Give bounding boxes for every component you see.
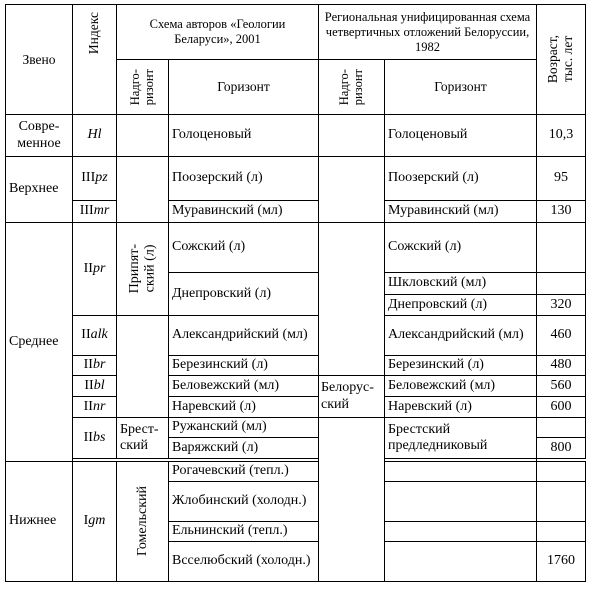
regional-hor-lower-4 bbox=[385, 542, 537, 582]
age-dnepr: 320 bbox=[537, 295, 586, 316]
table-row bbox=[6, 316, 586, 356]
header-index-cell bbox=[73, 5, 117, 115]
age-vselyub: 1760 bbox=[537, 542, 586, 582]
age-narev: 600 bbox=[537, 397, 586, 418]
regional-hor-belovezh: Беловежский (мл) bbox=[385, 376, 537, 397]
index-pz: IIIpz bbox=[73, 157, 117, 201]
zveno-middle: Среднее bbox=[6, 223, 73, 462]
authors-hor-zhlobin: Жлобинский (холодн.) bbox=[169, 482, 319, 522]
age-ruzhan-empty bbox=[537, 418, 586, 438]
regional-hor-lower-1 bbox=[385, 462, 537, 482]
regional-hor-holocene: Голоценовый bbox=[385, 115, 537, 157]
header-gorizont-regional: Горизонт bbox=[385, 60, 537, 115]
authors-nadgor-gomel-cell bbox=[117, 462, 169, 582]
header-nadgorizont-authors: Надго- ризонт bbox=[127, 68, 156, 106]
age-zhlobin-empty bbox=[537, 482, 586, 522]
table-row bbox=[6, 462, 586, 482]
age-belovezh: 560 bbox=[537, 376, 586, 397]
header-age: Возраст, тыс. лет bbox=[545, 35, 575, 84]
age-poozer: 95 bbox=[537, 157, 586, 201]
header-nadgorizont-authors-cell bbox=[117, 60, 169, 115]
table-row bbox=[6, 201, 586, 223]
regional-hor-muravin: Муравинский (мл) bbox=[385, 201, 537, 223]
index-br: IIbr bbox=[73, 356, 117, 376]
header-zveno: Звено bbox=[6, 5, 73, 115]
age-muravin: 130 bbox=[537, 201, 586, 223]
regional-nadgor-middle-top-empty bbox=[319, 223, 385, 376]
authors-hor-elnin: Ельнинский (тепл.) bbox=[169, 522, 319, 542]
age-brest: 800 bbox=[537, 438, 586, 459]
regional-hor-narev: Наревский (л) bbox=[385, 397, 537, 418]
regional-nadgor-empty bbox=[319, 115, 385, 157]
authors-hor-berez: Березинский (л) bbox=[169, 356, 319, 376]
index-hl: Hl bbox=[73, 115, 117, 157]
table-row bbox=[6, 115, 586, 157]
age-sozh-empty bbox=[537, 223, 586, 273]
regional-hor-poozer: Поозерский (л) bbox=[385, 157, 537, 201]
header-index: Индекс bbox=[86, 11, 102, 54]
authors-hor-alex: Александрийский (мл) bbox=[169, 316, 319, 356]
header-nadgorizont-regional: Надго- ризонт bbox=[336, 68, 365, 106]
authors-nadgor-upper-empty bbox=[117, 157, 169, 223]
header-scheme-regional: Региональная унифицированная схема четвертичных отложений Белоруссии, 1982 bbox=[319, 5, 537, 60]
zveno-lower: Нижнее bbox=[6, 462, 73, 582]
authors-nadgor-empty bbox=[117, 115, 169, 157]
index-pr: IIpr bbox=[73, 223, 117, 316]
header-gorizont-authors: Горизонт bbox=[169, 60, 319, 115]
age-holocene: 10,3 bbox=[537, 115, 586, 157]
index-alk: IIalk bbox=[73, 316, 117, 356]
stratigraphy-table bbox=[5, 4, 586, 582]
regional-nadgor-upper-empty bbox=[319, 157, 385, 223]
zveno-upper: Верхнее bbox=[6, 157, 73, 223]
age-rogach-empty bbox=[537, 462, 586, 482]
header-nadgorizont-regional-cell bbox=[319, 60, 385, 115]
authors-hor-poozer: Поозерский (л) bbox=[169, 157, 319, 201]
authors-hor-muravin: Муравинский (мл) bbox=[169, 201, 319, 223]
authors-nadgor-middle-empty bbox=[117, 316, 169, 418]
regional-hor-alex: Александрийский (мл) bbox=[385, 316, 537, 356]
header-scheme-authors: Схема авторов «Геологии Беларуси», 2001 bbox=[117, 5, 319, 60]
authors-nadgor-brest: Брест- ский bbox=[117, 418, 169, 459]
regional-hor-berez: Березинский (л) bbox=[385, 356, 537, 376]
table-row bbox=[6, 356, 586, 376]
regional-hor-dnepr: Днепровский (л) bbox=[385, 295, 537, 316]
authors-hor-vselyub: Всселюбский (холодн.) bbox=[169, 542, 319, 582]
table-row bbox=[6, 418, 586, 438]
index-mr: IIImr bbox=[73, 201, 117, 223]
index-bl: IIbl bbox=[73, 376, 117, 397]
authors-nadgor-gomel: Гомельский bbox=[134, 486, 150, 557]
authors-hor-holocene: Голоценовый bbox=[169, 115, 319, 157]
index-nr: IInr bbox=[73, 397, 117, 418]
authors-hor-varyazh: Варяжский (л) bbox=[169, 438, 319, 459]
authors-hor-sozh: Сожский (л) bbox=[169, 223, 319, 273]
age-shklov-empty bbox=[537, 273, 586, 295]
regional-hor-brest: Брестский предледниковый bbox=[385, 418, 537, 459]
index-bs: IIbs bbox=[73, 418, 117, 459]
regional-hor-sozh: Сожский (л) bbox=[385, 223, 537, 273]
regional-nadgor-belorus: Белорус- ский bbox=[319, 376, 385, 418]
regional-nadgor-lower-empty bbox=[319, 418, 385, 582]
age-berez: 480 bbox=[537, 356, 586, 376]
authors-hor-dnepr: Днепровский (л) bbox=[169, 273, 319, 316]
table-row bbox=[6, 397, 586, 418]
zveno-modern: Совре- менное bbox=[6, 115, 73, 157]
table-row bbox=[6, 157, 586, 201]
table-row bbox=[6, 376, 586, 397]
age-alex: 460 bbox=[537, 316, 586, 356]
table-row bbox=[6, 223, 586, 273]
authors-hor-ruzhan: Ружанский (мл) bbox=[169, 418, 319, 438]
authors-hor-narev: Наревский (л) bbox=[169, 397, 319, 418]
header-age-cell bbox=[537, 5, 586, 115]
authors-hor-belovezh: Беловежский (мл) bbox=[169, 376, 319, 397]
regional-hor-lower-2 bbox=[385, 482, 537, 522]
index-gm: Igm bbox=[73, 462, 117, 582]
authors-nadgor-pripyat-cell bbox=[117, 223, 169, 316]
age-elnin-empty bbox=[537, 522, 586, 542]
regional-hor-shklov: Шкловский (мл) bbox=[385, 273, 537, 295]
authors-nadgor-pripyat: Припят- ский (л) bbox=[127, 244, 158, 294]
regional-hor-lower-3 bbox=[385, 522, 537, 542]
authors-hor-rogach: Рогачевский (тепл.) bbox=[169, 462, 319, 482]
